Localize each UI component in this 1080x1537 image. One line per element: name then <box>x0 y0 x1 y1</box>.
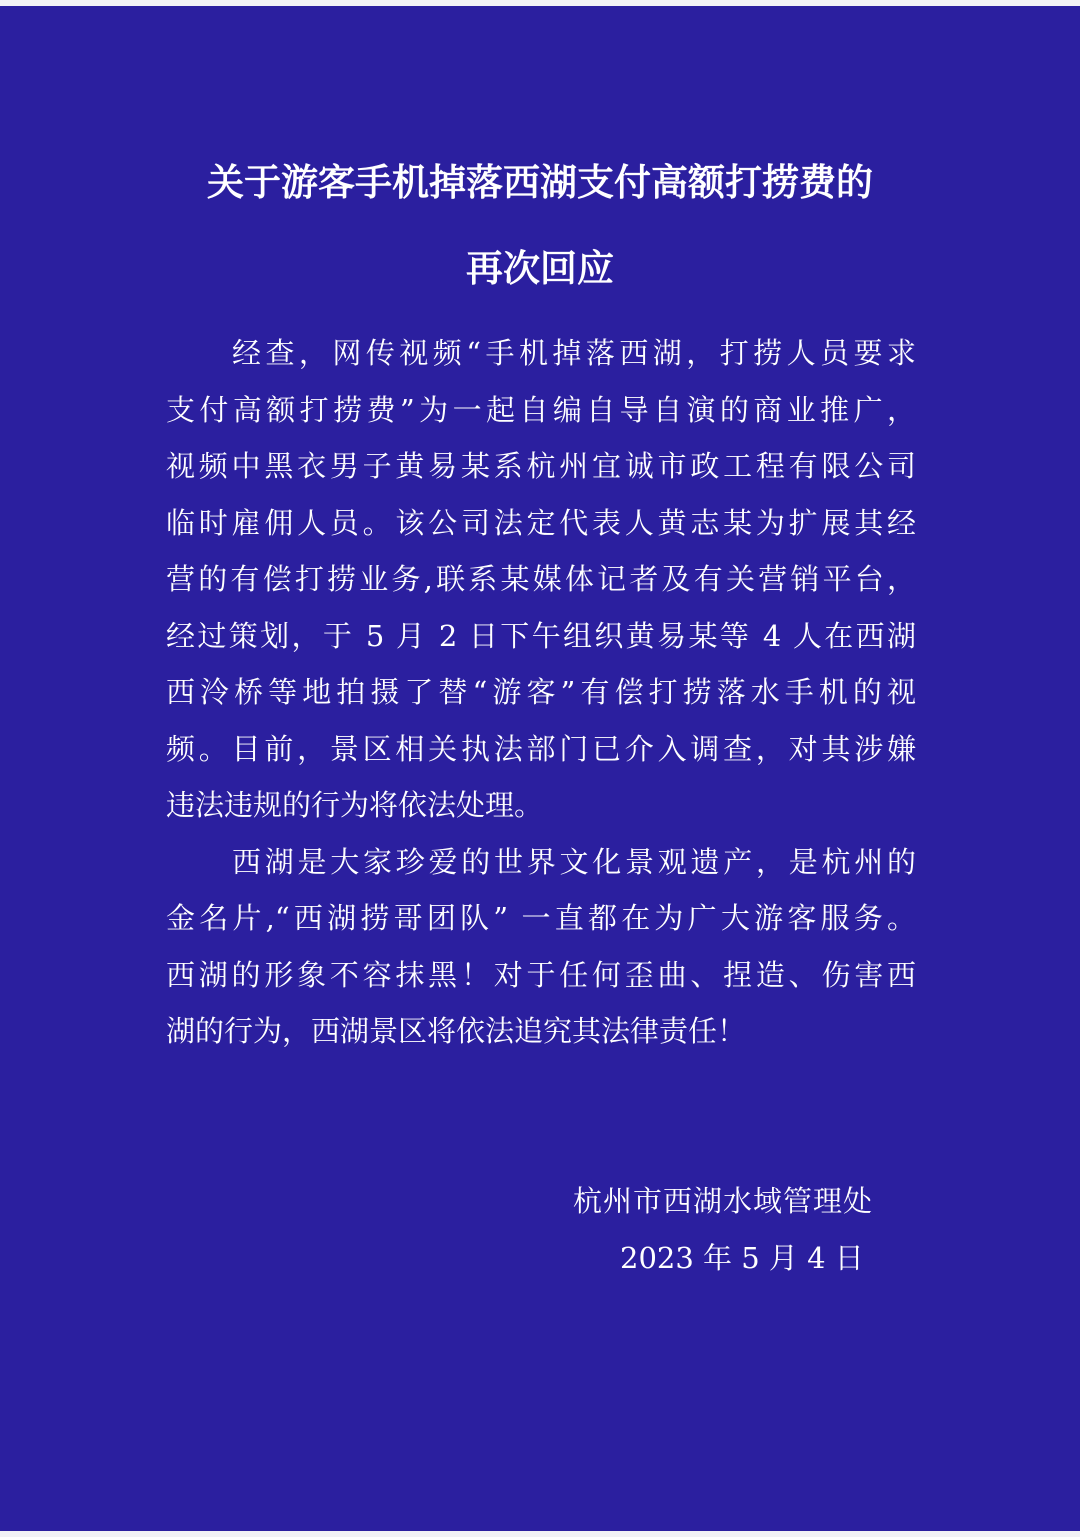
notice-title-line-1: 关于游客手机掉落西湖支付高额打捞费的 <box>207 160 873 204</box>
body-line-4: 临时雇佣人员。该公司法定代表人黄志某为扩展其经 <box>166 506 916 540</box>
body-line-1: 经查，网传视频“手机掉落西湖，打捞人员要求 <box>232 336 916 370</box>
body-line-10: 西湖是大家珍爱的世界文化景观遗产，是杭州的 <box>232 845 916 879</box>
body-line-11: 金名片,“西湖捞哥团队” 一直都在为广大游客服务。 <box>166 901 916 935</box>
body-line-2: 支付高额打捞费”为一起自编自导自演的商业推广， <box>166 393 916 427</box>
body-line-12: 西湖的形象不容抹黑！对于任何歪曲、捏造、伤害西 <box>166 958 916 992</box>
body-line-7: 西泠桥等地拍摄了替“游客”有偿打捞落水手机的视 <box>166 675 916 709</box>
body-line-13: 湖的行为，西湖景区将依法追究其法律责任！ <box>166 1014 747 1048</box>
signature-organization: 杭州市西湖水域管理处 <box>573 1184 874 1218</box>
signature-date: 2023 年 5 月 4 日 <box>620 1241 864 1275</box>
body-line-5: 营的有偿打捞业务,联系某媒体记者及有关营销平台， <box>166 562 916 596</box>
notice-title-line-2: 再次回应 <box>466 246 614 290</box>
body-line-9: 违法违规的行为将依法处理。 <box>166 788 544 822</box>
body-line-8: 频。目前，景区相关执法部门已介入调查，对其涉嫌 <box>166 732 916 766</box>
notice-page <box>0 6 1080 1531</box>
body-line-3: 视频中黑衣男子黄易某系杭州宜诚市政工程有限公司 <box>166 449 916 483</box>
body-line-6: 经过策划，于 5 月 2 日下午组织黄易某等 4 人在西湖 <box>166 619 916 653</box>
